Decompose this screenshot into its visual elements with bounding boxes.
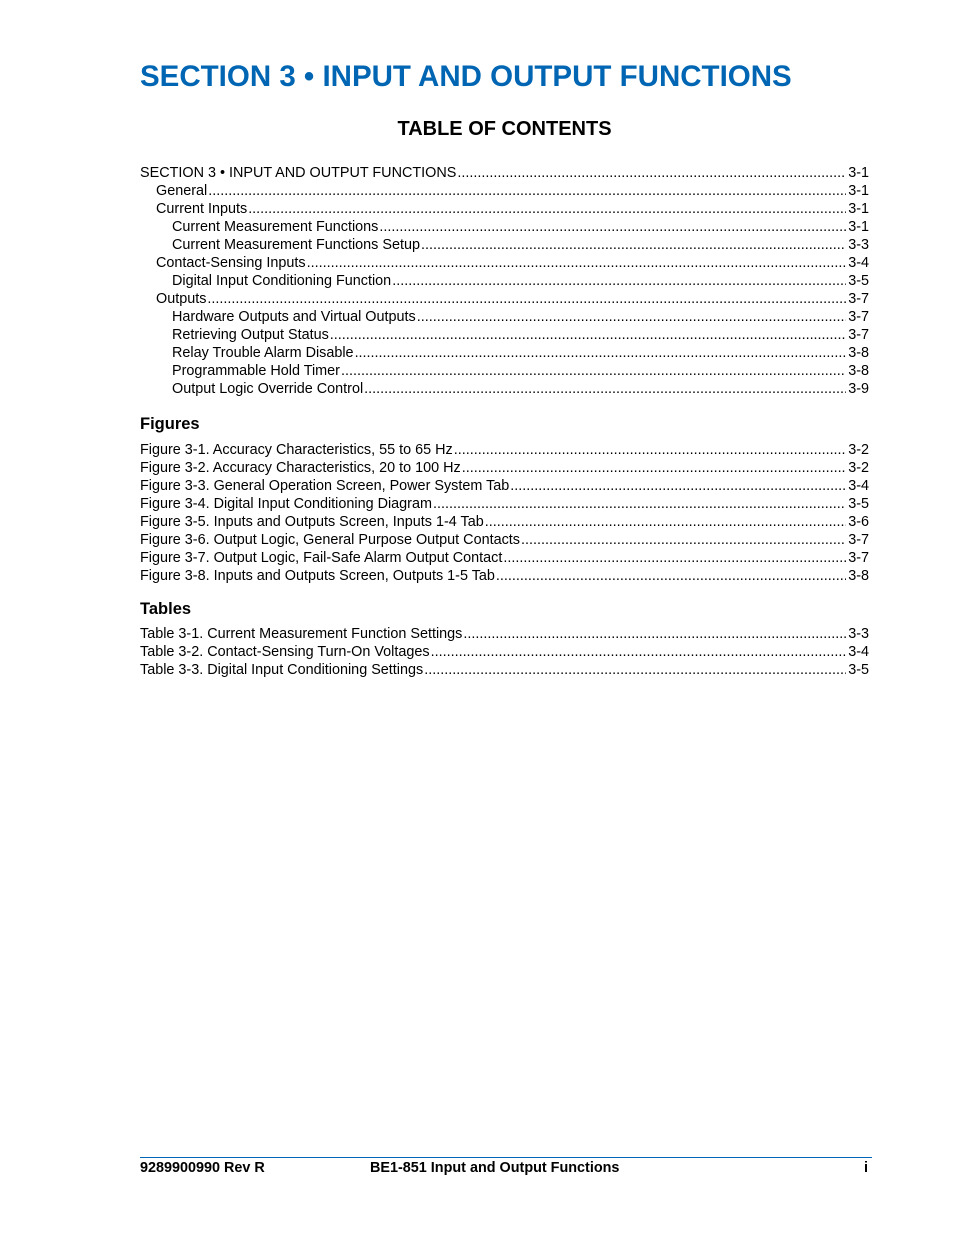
dot-leader xyxy=(496,567,846,585)
toc-entry-programmable-hold-timer[interactable] xyxy=(140,362,869,380)
dot-leader xyxy=(424,661,846,679)
dot-leader xyxy=(392,272,846,290)
figure-entry[interactable] xyxy=(140,477,869,495)
toc-entry-page: 3-1 xyxy=(848,183,869,199)
dot-leader xyxy=(379,218,846,236)
dot-leader xyxy=(433,495,846,513)
toc-entry-current-measurement-functions[interactable] xyxy=(140,218,869,236)
dot-leader xyxy=(307,254,847,272)
toc-entry-title: Relay Trouble Alarm Disable xyxy=(172,345,354,361)
toc-entry-page: 3-4 xyxy=(848,255,869,271)
figure-entry-page: 3-8 xyxy=(848,568,869,584)
dot-leader xyxy=(208,182,846,200)
dot-leader xyxy=(355,344,847,362)
toc-entry-title: Programmable Hold Timer xyxy=(172,363,340,379)
figure-entry-page: 3-7 xyxy=(848,532,869,548)
toc-entry-page: 3-1 xyxy=(848,219,869,235)
toc-entry-title: Digital Input Conditioning Function xyxy=(172,273,392,289)
tables-heading: Tables xyxy=(140,600,192,618)
table-entry-page: 3-4 xyxy=(848,644,869,660)
figure-entry-page: 3-7 xyxy=(848,550,869,566)
toc-entry-page: 3-7 xyxy=(848,327,869,343)
tables-list xyxy=(140,625,869,679)
toc-entry-title: Current Measurement Functions Setup xyxy=(172,237,420,253)
table-entry[interactable] xyxy=(140,625,869,643)
table-entry-page: 3-5 xyxy=(848,662,869,678)
toc-entry-page: 3-5 xyxy=(848,273,869,289)
table-entry[interactable] xyxy=(140,661,869,679)
figure-entry-title: Figure 3-3. General Operation Screen, Power System Tab xyxy=(140,478,510,494)
footer-doc-number: 9289900990 Rev R xyxy=(140,1160,265,1176)
toc-entry-page: 3-8 xyxy=(848,345,869,361)
dot-leader xyxy=(248,200,846,218)
toc-entry-title: Outputs xyxy=(156,291,207,307)
figure-entry-title: Figure 3-7. Output Logic, Fail-Safe Alarm Output Contact xyxy=(140,550,503,566)
toc-entry-contact-sensing-inputs[interactable] xyxy=(140,254,869,272)
figure-entry-title: Figure 3-4. Digital Input Conditioning Diagram xyxy=(140,496,432,512)
figure-entry[interactable] xyxy=(140,513,869,531)
toc-entry-page: 3-3 xyxy=(848,237,869,253)
figure-entry-title: Figure 3-5. Inputs and Outputs Screen, Inputs 1-4 Tab xyxy=(140,514,484,530)
dot-leader xyxy=(462,459,846,477)
figure-entry[interactable] xyxy=(140,531,869,549)
figure-entry[interactable] xyxy=(140,567,869,585)
figure-entry-title: Figure 3-2. Accuracy Characteristics, 20 to 100 Hz xyxy=(140,460,461,476)
dot-leader xyxy=(457,164,846,182)
toc-entry-title: Contact-Sensing Inputs xyxy=(156,255,306,271)
footer-page-number: i xyxy=(864,1160,868,1176)
section-title: SECTION 3 • INPUT AND OUTPUT FUNCTIONS xyxy=(140,60,792,93)
figure-entry-title: Figure 3-1. Accuracy Characteristics, 55 to 65 Hz xyxy=(140,442,453,458)
toc-entry-current-inputs[interactable] xyxy=(140,200,869,218)
toc-entry-outputs[interactable] xyxy=(140,290,869,308)
table-entry-title: Table 3-2. Contact-Sensing Turn-On Voltages xyxy=(140,644,430,660)
figure-entry-page: 3-6 xyxy=(848,514,869,530)
toc-entry-title: Output Logic Override Control xyxy=(172,381,364,397)
dot-leader xyxy=(431,643,847,661)
toc-entry-title: Hardware Outputs and Virtual Outputs xyxy=(172,309,416,325)
toc-entry-title: Retrieving Output Status xyxy=(172,327,329,343)
figure-entry-page: 3-2 xyxy=(848,442,869,458)
dot-leader xyxy=(341,362,846,380)
toc-entry-page: 3-7 xyxy=(848,309,869,325)
dot-leader xyxy=(510,477,846,495)
dot-leader xyxy=(417,308,846,326)
footer-divider xyxy=(140,1157,872,1158)
toc-entry-page: 3-7 xyxy=(848,291,869,307)
toc-entry-title: SECTION 3 • INPUT AND OUTPUT FUNCTIONS xyxy=(140,165,457,181)
dot-leader xyxy=(503,549,846,567)
table-entry-title: Table 3-3. Digital Input Conditioning Settings xyxy=(140,662,424,678)
footer-doc-title: BE1-851 Input and Output Functions xyxy=(370,1160,620,1176)
figure-entry[interactable] xyxy=(140,549,869,567)
figures-heading: Figures xyxy=(140,415,200,433)
toc-entry-hardware-virtual-outputs[interactable] xyxy=(140,308,869,326)
figure-entry-page: 3-4 xyxy=(848,478,869,494)
figure-entry-page: 3-2 xyxy=(848,460,869,476)
table-entry-title: Table 3-1. Current Measurement Function Settings xyxy=(140,626,463,642)
toc-entry-general[interactable] xyxy=(140,182,869,200)
toc-entry-page: 3-1 xyxy=(848,165,869,181)
figure-entry[interactable] xyxy=(140,495,869,513)
toc-entry-digital-input-conditioning[interactable] xyxy=(140,272,869,290)
dot-leader xyxy=(207,290,846,308)
toc-title: TABLE OF CONTENTS xyxy=(397,118,612,140)
figure-entry-title: Figure 3-8. Inputs and Outputs Screen, Outputs 1-5 Tab xyxy=(140,568,495,584)
table-entry-page: 3-3 xyxy=(848,626,869,642)
figure-entry-title: Figure 3-6. Output Logic, General Purpose Output Contacts xyxy=(140,532,520,548)
figure-entry[interactable] xyxy=(140,459,869,477)
toc-entry-title: Current Inputs xyxy=(156,201,248,217)
dot-leader xyxy=(521,531,846,549)
figures-list xyxy=(140,441,869,585)
toc-entry-title: General xyxy=(156,183,208,199)
toc-list xyxy=(140,164,869,398)
toc-entry-retrieving-output-status[interactable] xyxy=(140,326,869,344)
toc-entry-page: 3-1 xyxy=(848,201,869,217)
toc-entry-page: 3-9 xyxy=(848,381,869,397)
dot-leader xyxy=(421,236,846,254)
figure-entry-page: 3-5 xyxy=(848,496,869,512)
toc-entry-title: Current Measurement Functions xyxy=(172,219,379,235)
dot-leader xyxy=(364,380,846,398)
dot-leader xyxy=(463,625,846,643)
toc-entry-section-3[interactable] xyxy=(140,164,869,182)
toc-entry-output-logic-override[interactable] xyxy=(140,380,869,398)
dot-leader xyxy=(485,513,846,531)
dot-leader xyxy=(454,441,846,459)
figure-entry[interactable] xyxy=(140,441,869,459)
toc-entry-current-measurement-functions-setup[interactable] xyxy=(140,236,869,254)
toc-entry-relay-trouble-alarm-disable[interactable] xyxy=(140,344,869,362)
table-entry[interactable] xyxy=(140,643,869,661)
dot-leader xyxy=(330,326,846,344)
toc-entry-page: 3-8 xyxy=(848,363,869,379)
